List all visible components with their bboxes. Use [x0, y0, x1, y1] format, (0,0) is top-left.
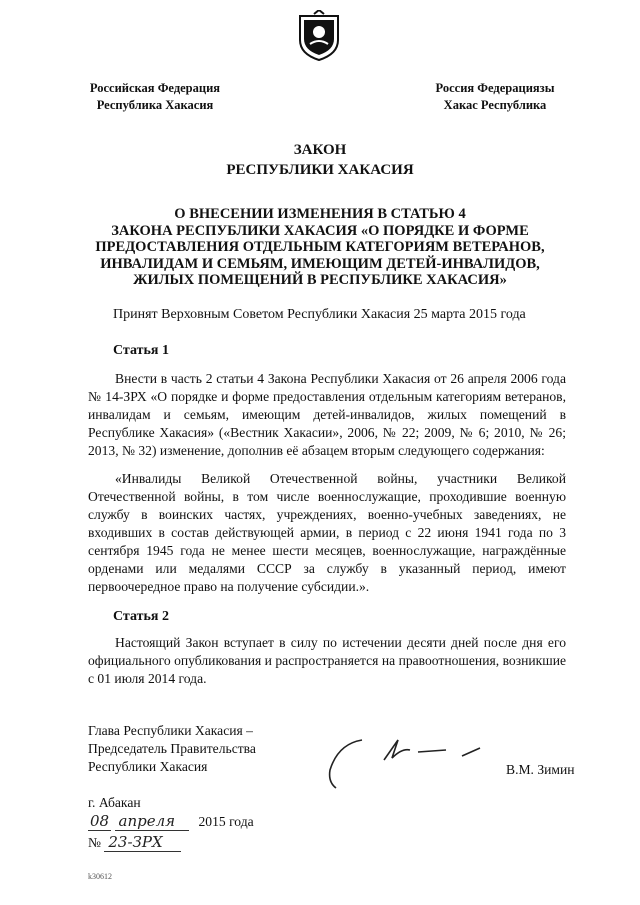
signatory-position-line: Председатель Правительства [88, 741, 256, 756]
subject-line: О ВНЕСЕНИИ ИЗМЕНЕНИЯ В СТАТЬЮ 4 [174, 206, 466, 222]
article-2-paragraph-1: Настоящий Закон вступает в силу по истечении десяти дней после дня его официального опубликования и распространяется на правоотношения, возникшие с 01 июля 2014 года. [88, 635, 566, 686]
place-of-signing: г. Абакан [88, 795, 141, 810]
header-left-line2: Республика Хакасия [96, 98, 214, 112]
document-title: ЗАКОН [293, 142, 347, 158]
signatory-position [88, 722, 256, 776]
header-left-line1: Российская Федерация [89, 81, 221, 95]
signatory-position-line: Глава Республики Хакасия – [88, 723, 253, 738]
header-right-line1: Россия Федерациязы [435, 81, 555, 95]
subject-line: ЗАКОНА РЕСПУБЛИКИ ХАКАСИЯ «О ПОРЯДКЕ И ФОРМЕ [111, 222, 529, 239]
subject-line: ПРЕДОСТАВЛЕНИЯ ОТДЕЛЬНЫМ КАТЕГОРИЯМ ВЕТЕРАНОВ, [95, 239, 545, 255]
signing-date [88, 812, 254, 830]
signatory-position-line: Республики Хакасия [88, 759, 208, 774]
adoption-note: Принят Верховным Советом Республики Хакасия 25 марта 2015 года [113, 307, 526, 322]
handwritten-day: 08 [90, 812, 110, 830]
footer-code: k30612 [88, 872, 112, 881]
coat-of-arms-emblem [296, 10, 342, 62]
subject-line: ИНВАЛИДАМ И СЕМЬЯМ, ИМЕЮЩИМ ДЕТЕЙ-ИНВАЛИДОВ, [100, 255, 540, 272]
article-2-heading: Статья 2 [113, 609, 169, 624]
signatory-name: В.М. Зимин [506, 762, 575, 777]
header-right [410, 80, 580, 114]
subject-line: ЖИЛЫХ ПОМЕЩЕНИЙ В РЕСПУБЛИКЕ ХАКАСИЯ» [133, 272, 507, 288]
handwritten-signature [322, 730, 492, 792]
header-right-line2: Хакас Республика [443, 98, 547, 112]
handwritten-month: апреля [115, 812, 190, 831]
document-title-sub: РЕСПУБЛИКИ ХАКАСИЯ [226, 162, 414, 178]
article-1-paragraph-1: Внести в часть 2 статьи 4 Закона Республики Хакасия от 26 апреля 2006 года № 14-ЗРХ «О порядке и форме предоставления отдельным категориям ветеранов, инвалидам и семьям, имеющим детей-инвалидов, жилых помещений в Республике Хакасия» («Вестник Хакасии», 2006, № 22; 2009, № 6; 2010, № 26; 2013, № 32) изменение, дополнив её абзацем вторым следующего содержания: [88, 371, 566, 458]
header-left [70, 80, 240, 114]
handwritten-number: 23-ЗРХ [104, 833, 180, 852]
printed-year: 2015 года [198, 814, 254, 829]
article-1-paragraph-2: «Инвалиды Великой Отечественной войны, участники Великой Отечественной войны, в том числе военнослужащие, проходившие военную службу в воинских частях, учреждениях, военно-учебных заведениях, не входивших в состав действующей армии, в период с 22 июня 1941 года по 3 сентября 1945 года не менее шести месяцев, военнослужащие, награждённые орденами или медалями СССР за службу в указанный период, имеют первоочередное право на получение субсидии.». [88, 471, 566, 594]
article-1-heading: Статья 1 [113, 343, 169, 358]
number-prefix: № [88, 835, 101, 850]
law-subject [90, 206, 550, 289]
law-number [88, 833, 181, 851]
